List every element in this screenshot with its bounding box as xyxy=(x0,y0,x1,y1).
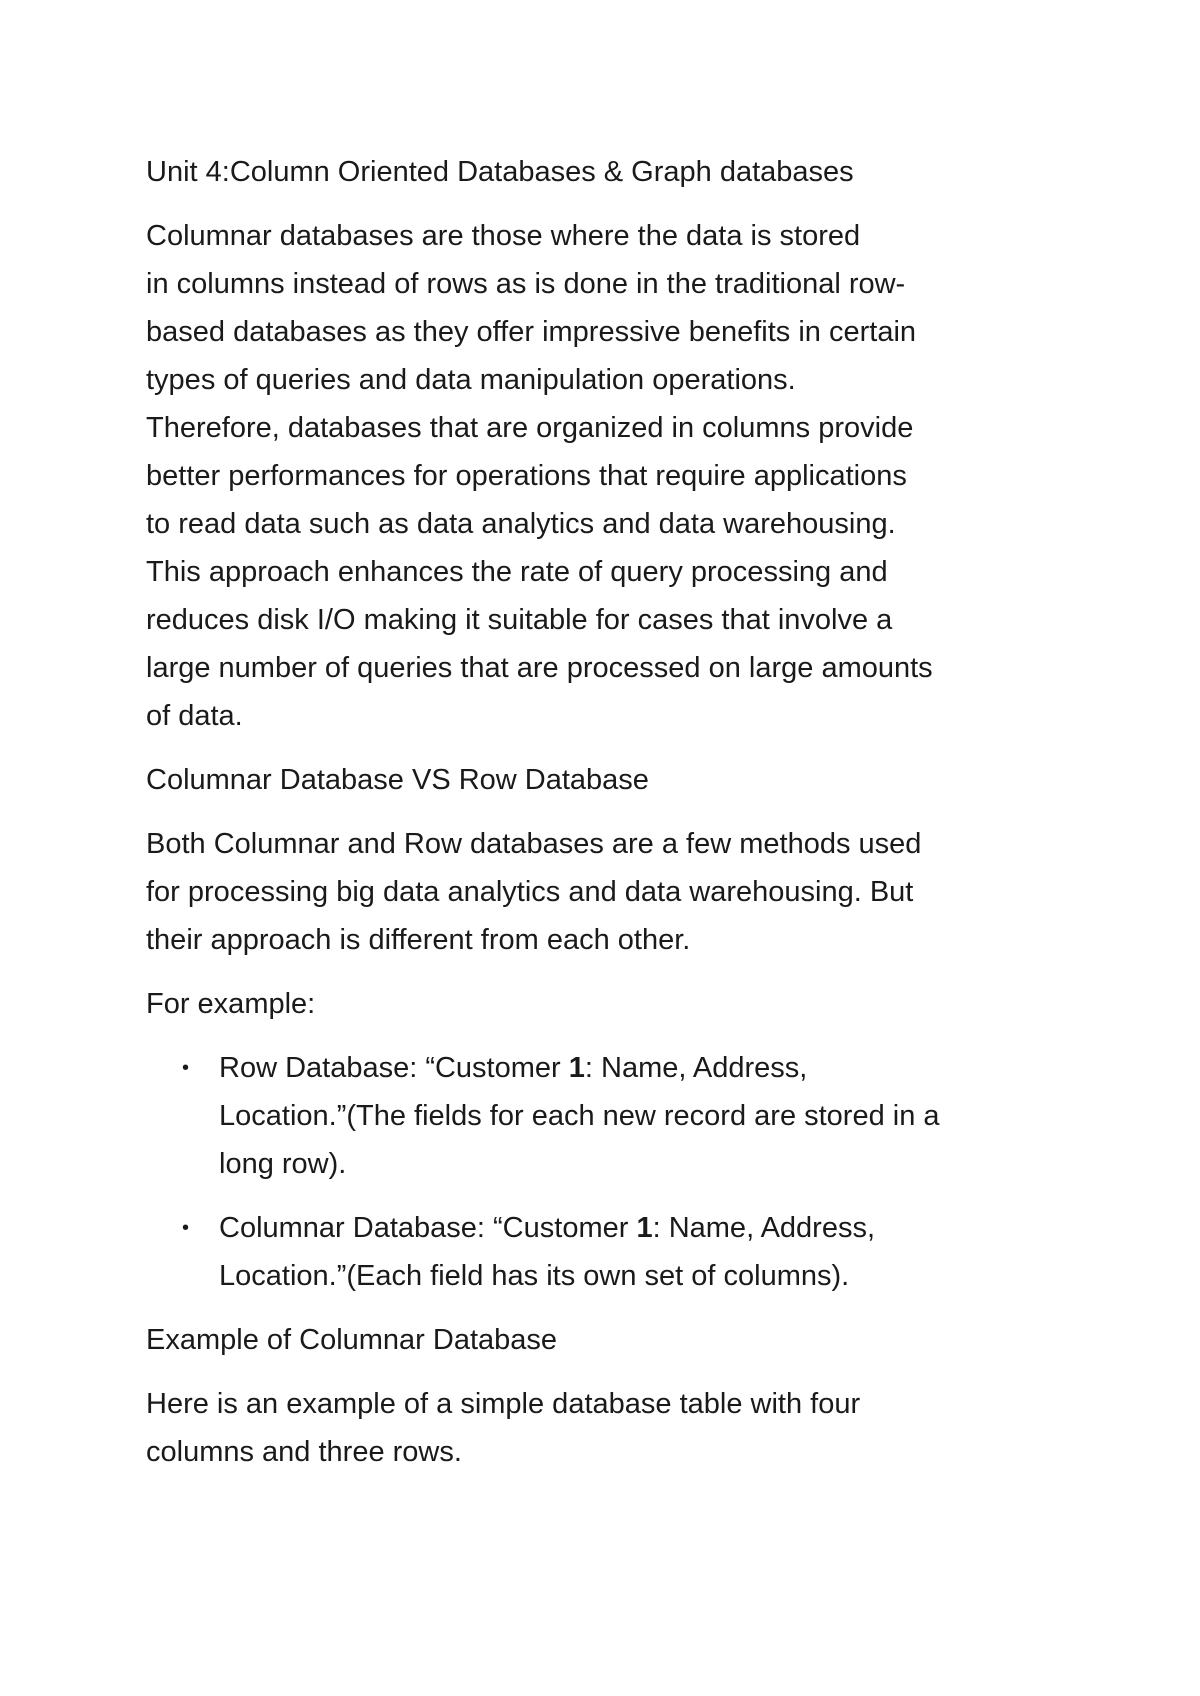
document-title: Unit 4:Column Oriented Databases & Graph databases xyxy=(146,156,854,188)
text-line: types of queries and data manipulation operations. xyxy=(146,364,796,396)
vs-paragraph xyxy=(146,820,1066,964)
section-heading-example: Example of Columnar Database xyxy=(146,1324,558,1356)
text-line: of data. xyxy=(146,700,243,732)
text-line: in columns instead of rows as is done in the traditional row- xyxy=(146,268,906,300)
example-bullet-list xyxy=(146,1044,1066,1300)
text-line: better performances for operations that require applications xyxy=(146,460,907,492)
text-line: Here is an example of a simple database table with four xyxy=(146,1388,861,1420)
text-line: for processing big data analytics and data warehousing. But xyxy=(146,876,914,908)
document-page xyxy=(146,148,1066,1492)
bullet-item-row-database: • Row Database: “Customer 1: Name, Address, Location.”(The fields for each new record are stored in a long row). xyxy=(146,1044,1066,1188)
text-line: based databases as they offer impressive benefits in certain xyxy=(146,316,917,348)
example-paragraph xyxy=(146,1380,1066,1476)
text-line: Columnar databases are those where the data is stored xyxy=(146,220,861,252)
bullet-icon: • xyxy=(182,1217,190,1239)
text-line: their approach is different from each other. xyxy=(146,924,691,956)
bullet-icon: • xyxy=(182,1057,190,1079)
text-line: to read data such as data analytics and data warehousing. xyxy=(146,508,896,540)
text-line: large number of queries that are processed on large amounts xyxy=(146,652,933,684)
for-example-label: For example: xyxy=(146,988,316,1020)
text-line: Therefore, databases that are organized in columns provide xyxy=(146,412,914,444)
text-line: reduces disk I/O making it suitable for cases that involve a xyxy=(146,604,893,636)
bullet-item-columnar-database: • Columnar Database: “Customer 1: Name, Address, Location.”(Each field has its own set of columns). xyxy=(146,1204,1066,1300)
section-heading-vs: Columnar Database VS Row Database xyxy=(146,764,649,796)
text-line: This approach enhances the rate of query processing and xyxy=(146,556,888,588)
text-line: Both Columnar and Row databases are a few methods used xyxy=(146,828,922,860)
text-line: columns and three rows. xyxy=(146,1436,462,1468)
intro-paragraph xyxy=(146,212,1066,740)
